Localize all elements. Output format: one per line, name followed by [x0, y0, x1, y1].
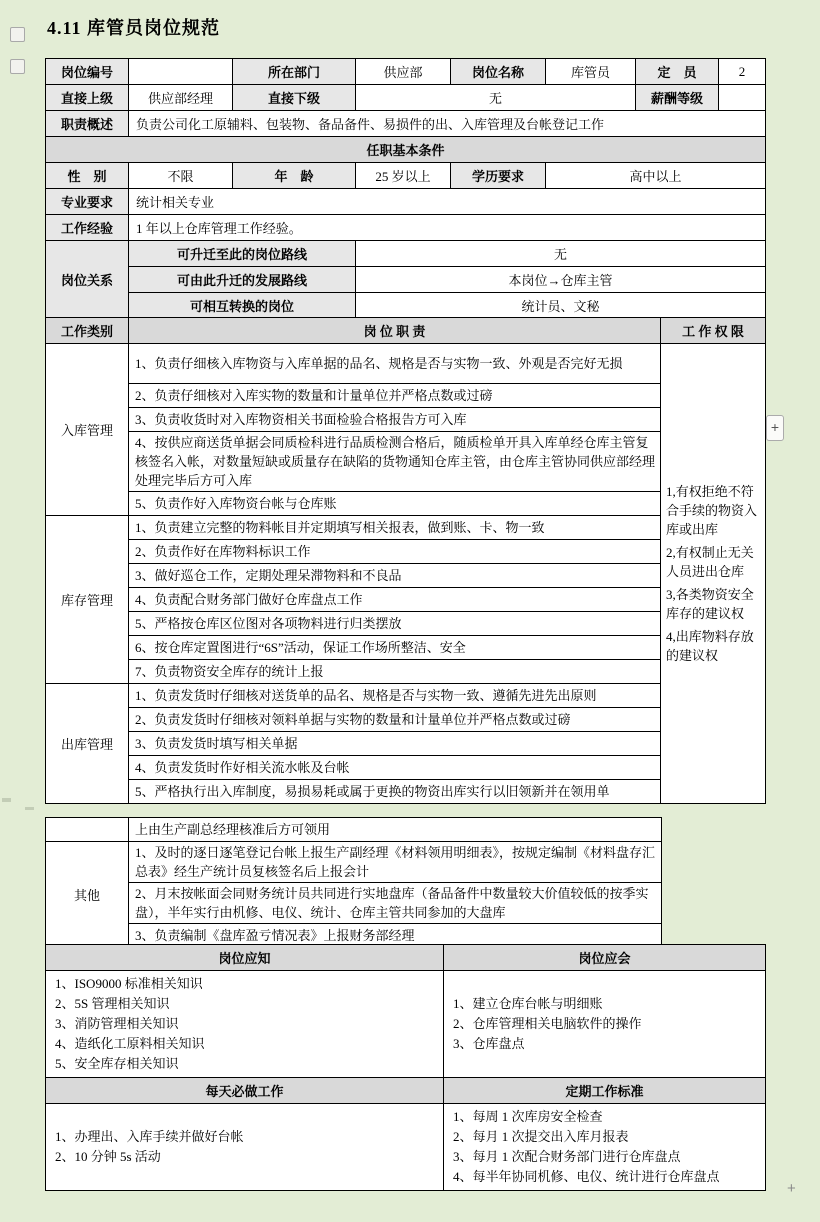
duty-item: 5、严格执行出入库制度，易损易耗或属于更换的物资出库实行以旧领新并在领用单 — [129, 780, 661, 804]
duty-item: 6、按仓库定置图进行“6S”活动，保证工作场所整洁、安全 — [129, 636, 661, 660]
duty-item: 4、按供应商送货单据会同质检科进行品质检测合格后，随质检单开具入库单经仓库主管复核签名入帐，对数量短缺或质量存在缺陷的货物通知仓库主管，由仓库主管协同供应部经理处理完毕后方可入库 — [129, 432, 661, 492]
duty-item: 1、负责建立完整的物料帐目并定期填写相关报表，做到账、卡、物一致 — [129, 516, 661, 540]
education-label: 学历要求 — [451, 163, 546, 189]
duties-continuation-table — [45, 817, 662, 948]
periodic-work-item: 2、每月 1 次提交出入库月报表 — [453, 1129, 629, 1144]
summary-label: 职责概述 — [46, 111, 129, 137]
duty-header: 岗 位 职 责 — [129, 318, 661, 344]
authority-cell — [661, 344, 766, 804]
should-can-item: 2、仓库管理相关电脑软件的操作 — [453, 1016, 642, 1031]
duty-item: 3、做好巡仓工作，定期处理呆滞物料和不良品 — [129, 564, 661, 588]
duty-category-inbound: 入库管理 — [46, 344, 129, 516]
relations-label: 岗位关系 — [46, 241, 129, 319]
subordinate-label: 直接下级 — [233, 85, 356, 111]
duty-item: 7、负责物资安全库存的统计上报 — [129, 660, 661, 684]
daily-work-item: 2、10 分钟 5s 活动 — [55, 1149, 161, 1164]
summary-value: 负责公司化工原辅料、包装物、备品备件、易损件的出、入库管理及台帐登记工作 — [129, 111, 766, 137]
authority-item: 1,有权拒绝不符合手续的物资入库或出库 — [666, 484, 758, 537]
major-label: 专业要求 — [46, 189, 129, 215]
supervisor-label: 直接上级 — [46, 85, 129, 111]
major-value: 统计相关专业 — [129, 189, 766, 215]
duty-item: 3、负责收货时对入库物资相关书面检验合格报告方可入库 — [129, 408, 661, 432]
should-can-header: 岗位应会 — [444, 945, 766, 971]
should-can-item: 1、建立仓库台帐与明细账 — [453, 996, 603, 1011]
duty-item: 5、负责作好入库物资台帐与仓库账 — [129, 492, 661, 516]
education-value: 高中以上 — [546, 163, 766, 189]
should-know-item: 3、消防管理相关知识 — [55, 1016, 179, 1031]
position-code-label: 岗位编号 — [46, 59, 129, 85]
experience-label: 工作经验 — [46, 215, 129, 241]
department-value: 供应部 — [356, 59, 451, 85]
periodic-work-item: 1、每周 1 次库房安全检查 — [453, 1109, 603, 1124]
duty-item: 1、负责仔细核入库物资与入库单据的品名、规格是否与实物一致、外观是否完好无损 — [129, 344, 661, 384]
duty-item: 1、负责发货时仔细核对送货单的品名、规格是否与实物一致、遵循先进先出原则 — [129, 684, 661, 708]
age-value: 25 岁以上 — [356, 163, 451, 189]
authority-item: 4,出库物料存放的建议权 — [666, 629, 754, 663]
promote-from-label: 可由此升迁的发展路线 — [129, 267, 356, 293]
transfer-label: 可相互转换的岗位 — [129, 293, 356, 319]
gender-label: 性 别 — [46, 163, 129, 189]
should-can-list — [444, 971, 766, 1078]
should-know-item: 2、5S 管理相关知识 — [55, 996, 170, 1011]
periodic-work-header: 定期工作标准 — [444, 1078, 766, 1104]
department-label: 所在部门 — [233, 59, 356, 85]
gender-value: 不限 — [129, 163, 233, 189]
corner-plus-button[interactable]: + — [787, 1180, 796, 1197]
authority-header: 工 作 权 限 — [661, 318, 766, 344]
duty-category-outbound: 出库管理 — [46, 684, 129, 804]
periodic-work-item: 3、每月 1 次配合财务部门进行仓库盘点 — [453, 1149, 681, 1164]
table-move-handle-icon[interactable] — [10, 59, 25, 74]
duty-item: 3、负责编制《盘库盈亏情况表》上报财务部经理 — [129, 924, 662, 948]
position-name-label: 岗位名称 — [451, 59, 546, 85]
position-info-table — [45, 58, 766, 319]
supervisor-value: 供应部经理 — [129, 85, 233, 111]
page-title: 4.11 库管员岗位规范 — [47, 18, 221, 38]
insert-plus-button[interactable]: + — [766, 415, 784, 441]
position-name-value: 库管员 — [546, 59, 636, 85]
should-know-header: 岗位应知 — [46, 945, 444, 971]
table-select-handle-icon[interactable] — [10, 27, 25, 42]
subordinate-value: 无 — [356, 85, 636, 111]
knowledge-routine-table — [45, 944, 766, 1191]
duty-item: 4、负责配合财务部门做好仓库盘点工作 — [129, 588, 661, 612]
daily-work-list — [46, 1104, 444, 1191]
duty-item: 2、负责作好在库物料标识工作 — [129, 540, 661, 564]
duty-item: 3、负责发货时填写相关单据 — [129, 732, 661, 756]
promote-from-value: 本岗位→仓库主管 — [356, 267, 766, 293]
duty-item: 4、负责发货时作好相关流水帐及台帐 — [129, 756, 661, 780]
duty-item: 1、及时的逐日逐笔登记台帐上报生产副经理《材料领用明细表》，按规定编制《材料盘存汇总表》经生产统计员复核签名后上报会计 — [129, 842, 662, 883]
duty-category-stock: 库存管理 — [46, 516, 129, 684]
position-code-value — [129, 59, 233, 85]
authority-item: 2,有权制止无关人员进出仓库 — [666, 545, 754, 579]
work-category-header: 工作类别 — [46, 318, 129, 344]
headcount-label: 定 员 — [636, 59, 719, 85]
promote-to-label: 可升迁至此的岗位路线 — [129, 241, 356, 267]
salary-grade-label: 薪酬等级 — [636, 85, 719, 111]
periodic-work-item: 4、每半年协同机修、电仪、统计进行仓库盘点 — [453, 1169, 720, 1184]
duties-table — [45, 317, 766, 804]
promote-to-value: 无 — [356, 241, 766, 267]
duty-item: 2、负责发货时仔细核对领料单据与实物的数量和计量单位并严格点数或过磅 — [129, 708, 661, 732]
headcount-value: 2 — [719, 59, 766, 85]
periodic-work-list — [444, 1104, 766, 1191]
age-label: 年 龄 — [233, 163, 356, 189]
salary-grade-value — [719, 85, 766, 111]
authority-item: 3,各类物资安全库存的建议权 — [666, 587, 754, 621]
basic-conditions-band: 任职基本条件 — [46, 137, 766, 163]
duty-category-other: 其他 — [46, 842, 129, 948]
duty-item: 2、月末按帐面会同财务统计员共同进行实地盘库（备品备件中数量较大价值较低的按季实盘），半年实行由机修、电仪、统计、仓库主管共同参加的大盘库 — [129, 883, 662, 924]
should-know-item: 5、安全库存相关知识 — [55, 1056, 179, 1071]
duty-item-continuation: 上由生产副总经理核准后方可领用 — [129, 818, 662, 842]
experience-value: 1 年以上仓库管理工作经验。 — [129, 215, 766, 241]
daily-work-item: 1、办理出、入库手续并做好台帐 — [55, 1129, 244, 1144]
should-know-item: 4、造纸化工原料相关知识 — [55, 1036, 205, 1051]
daily-work-header: 每天必做工作 — [46, 1078, 444, 1104]
should-can-item: 3、仓库盘点 — [453, 1036, 525, 1051]
should-know-item: 1、ISO9000 标准相关知识 — [55, 976, 203, 991]
page-break-mark — [25, 807, 34, 810]
duty-item: 5、严格按仓库区位图对各项物料进行归类摆放 — [129, 612, 661, 636]
continuation-spacer-cell — [46, 818, 129, 842]
page-break-mark — [2, 798, 11, 802]
duty-item: 2、负责仔细核对入库实物的数量和计量单位并严格点数或过磅 — [129, 384, 661, 408]
transfer-value: 统计员、文秘 — [356, 293, 766, 319]
should-know-list — [46, 971, 444, 1078]
